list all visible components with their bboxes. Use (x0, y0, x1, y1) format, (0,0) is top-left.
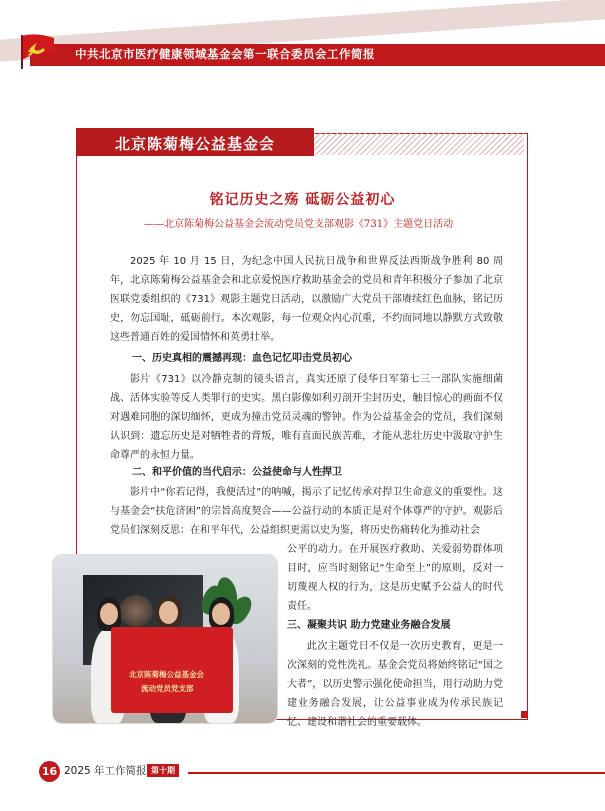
page-header (0, 0, 605, 78)
section-body-2b: 公平的动力。在开展医疗救助、关爱弱势群体项目时，应当时刻铭记“生命至上”的原则，反对一切蔑视人权的行为，这是历史赋予公益人的时代责任。 (287, 544, 503, 612)
article-title: 铭记历史之殇 砥砺公益初心 (209, 192, 396, 208)
photo-screen-image (119, 595, 153, 627)
section-body-3: 此次主题党日不仅是一次历史教育，更是一次深刻的党性洗礼。基金会党员将始终铭记“国之大者”，以历史警示强化使命担当，用行动助力党建业务融合发展，让公益事业成为传承民族记忆、建设和谐社会的重要载体。 (287, 641, 503, 728)
header-title: 中共北京市医疗健康领域基金会第一联合委员会工作简报 (75, 47, 375, 61)
event-photo (53, 555, 277, 723)
section-heading-2: 二、和平价值的当代启示：公益使命与人性捍卫 (132, 467, 342, 478)
person-left-face (100, 603, 118, 625)
frame-corner (521, 711, 528, 718)
section-body-1: 影片《731》以冷静克制的镜头语言，真实还原了侵华日军第七三一部队实施细菌战、活体实验等反人类罪行的史实。黑白影像如利刃剖开尘封历史，触目惊心的画面不仅对遇难同胞的深切缅怀，更成为撞击党员灵魂的警钟。作为公益基金会的党员，我们深刻认识到：遗忘历史是对牺牲者的背叛，唯有直面民族苦难，才能从悲壮历史中汲取守护生命尊严的永恒力量。 (110, 374, 503, 461)
section-hatch (314, 133, 524, 155)
banner-text-line-2: 流动党员党支部 (141, 684, 194, 693)
section-body-2a: 影片中“你若记得，我便活过”的呐喊，揭示了记忆传承对捍卫生命意义的重要性。这与基金会“扶危济困”的宗旨高度契合——公益行动的本质正是对个体尊严的守护。观影后党员们深刻反思：在和平年代，公益组织更需以史为鉴，将历史伤痛转化为推动社会 (110, 487, 503, 536)
footer-rule (188, 772, 605, 774)
person-middle-face (159, 601, 178, 624)
section-heading-1: 一、历史真相的震撼再现：血色记忆叩击党员初心 (132, 353, 352, 364)
section-heading-3: 三、凝聚共识 助力党建业务融合发展 (287, 620, 451, 631)
party-banner (111, 627, 233, 713)
intro-paragraph: 2025 年 10 月 15 日，为纪念中国人民抗日战争和世界反法西斯战争胜利 80 周年，北京陈菊梅公益基金会和北京爱悦医疗救助基金会的党员和青年积极分子参加了北京医联党委组织的《731》观影主题党日活动，以激励广大党员干部赓续红色血脉，铭记历史，勿忘国耻，砥砺前行。本次观影，每一位观众内心沉重，不约而同地以静默方式致敬这些普通百姓的爱国情怀和英勇壮举。 (110, 256, 503, 343)
footer-issue: 第十期 (147, 764, 179, 777)
party-flag-icon (18, 30, 60, 72)
page-number: 16 (39, 761, 60, 782)
article-subtitle: ——北京陈菊梅公益基金会流动党员党支部观影《731》主题党日活动 (144, 219, 454, 230)
footer-title: 2025 年工作简报 (64, 765, 147, 777)
banner-text-line-1: 北京陈菊梅公益基金会 (129, 670, 204, 679)
section-title: 北京陈菊梅公益基金会 (115, 135, 276, 153)
person-right-face (212, 603, 230, 625)
